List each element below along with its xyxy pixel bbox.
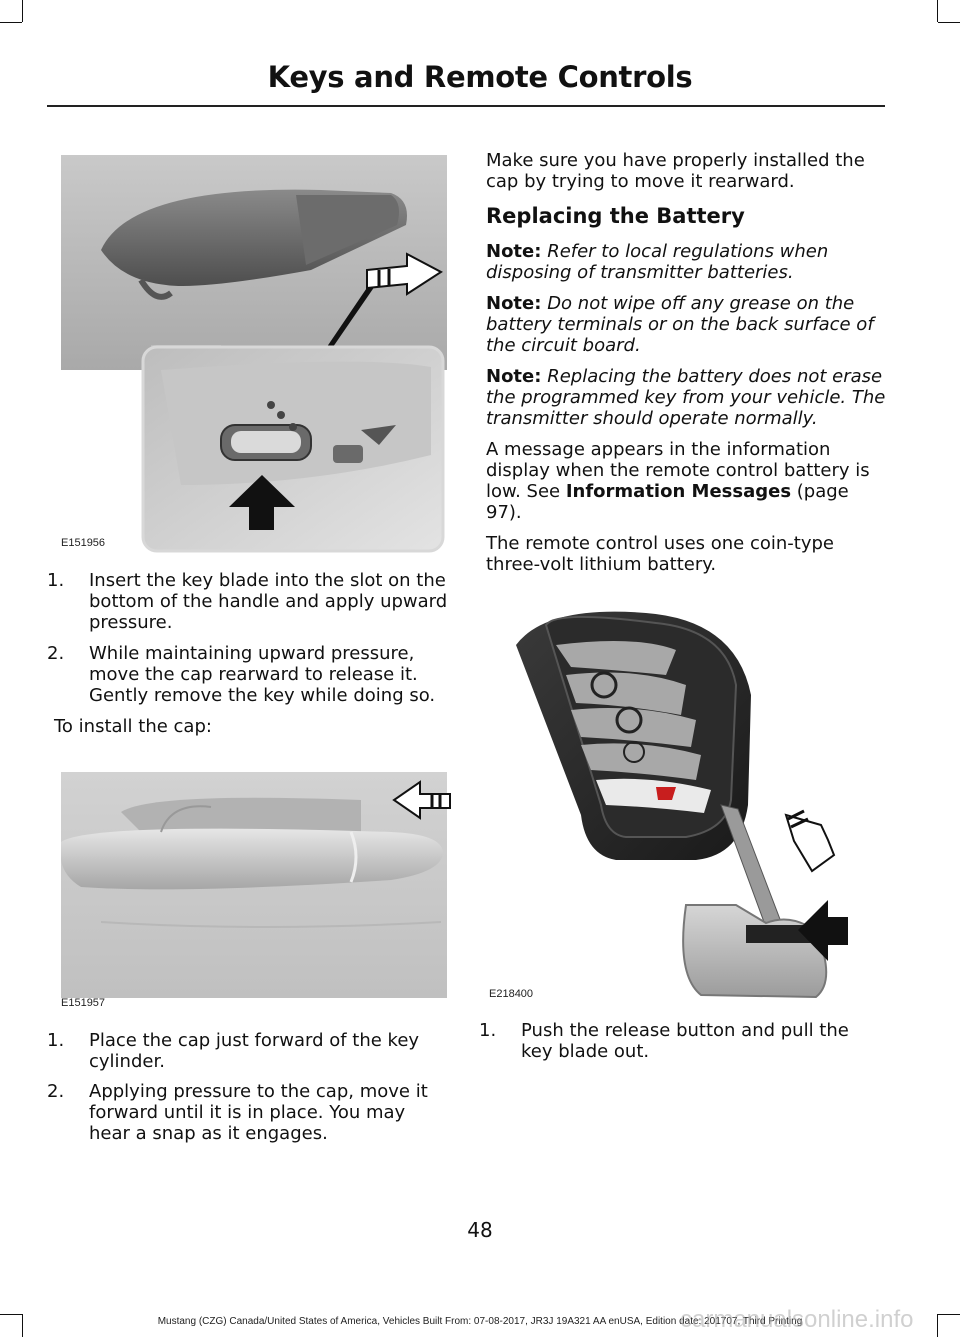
rearward-arrow-illustration xyxy=(365,250,445,300)
page-number: 48 xyxy=(467,1218,493,1242)
install-intro: To install the cap: xyxy=(54,716,212,737)
list-item xyxy=(47,570,450,633)
rearward-arrow-icon xyxy=(365,250,445,300)
note-text: Do not wipe off any grease on the battery terminals or on the back surface of the circuit board. xyxy=(486,293,874,356)
step-number: 1. xyxy=(479,1020,497,1041)
note-paragraph xyxy=(486,366,886,429)
note-text: Replacing the battery does not erase the programmed key from your vehicle. The transmitter should operate normally. xyxy=(486,366,886,429)
page-title: Keys and Remote Controls xyxy=(267,60,693,94)
list-item xyxy=(47,1081,450,1144)
step-number: 2. xyxy=(47,1081,65,1102)
door-handle-illustration xyxy=(61,155,447,555)
figure-code: E151957 xyxy=(61,997,106,1009)
section-heading: Replacing the Battery xyxy=(486,204,745,228)
crop-mark xyxy=(938,22,960,23)
note-label: Note: xyxy=(486,293,542,314)
watermark: carmanualsonline.info xyxy=(680,1306,914,1333)
list-item xyxy=(479,1020,884,1062)
step-number: 1. xyxy=(47,1030,65,1051)
message-text: A message appears in the information display when the remote control battery is low. See xyxy=(486,439,870,502)
note-paragraph xyxy=(486,293,886,356)
note-text: Refer to local regulations when disposing of transmitter batteries. xyxy=(486,241,829,283)
step-number: 2. xyxy=(47,643,65,664)
step-text: Insert the key blade into the slot on the bottom of the handle and apply upward pressure. xyxy=(89,570,448,633)
note-label: Note: xyxy=(486,241,542,262)
crop-mark xyxy=(0,1314,22,1315)
forward-arrow-icon xyxy=(392,780,452,824)
step-number: 1. xyxy=(47,570,65,591)
footer-text: Mustang (CZG) Canada/United States of America, Vehicles Built From: 07-08-2017, JR3J 19A321 AA enUSA, Edition date: 201707, Third Printing xyxy=(157,1316,803,1327)
handle-install-drawing xyxy=(61,772,447,998)
battery-paragraph: The remote control uses one coin-type three-volt lithium battery. xyxy=(486,533,834,575)
step-text: Place the cap just forward of the key cylinder. xyxy=(89,1030,420,1072)
list-item xyxy=(47,643,450,706)
message-paragraph xyxy=(486,439,886,523)
intro-paragraph: Make sure you have properly installed the cap by trying to move it rearward. xyxy=(486,150,865,192)
crop-mark xyxy=(938,1314,960,1315)
list-item xyxy=(47,1030,450,1072)
crop-mark xyxy=(22,0,23,22)
note-paragraph xyxy=(486,241,886,283)
key-fob-drawing xyxy=(486,605,886,1003)
figure-code: E151956 xyxy=(61,537,106,549)
step-text: Applying pressure to the cap, move it forward until it is in place. You may hear a snap as it engages. xyxy=(89,1081,428,1144)
information-messages-link[interactable]: Information Messages xyxy=(565,481,792,502)
message-page-ref: (page 97). xyxy=(486,481,849,523)
door-handle-drawing xyxy=(61,155,447,555)
step-text: Push the release button and pull the key blade out. xyxy=(521,1020,849,1062)
figure-code: E218400 xyxy=(489,988,534,1000)
title-rule xyxy=(47,105,885,107)
handle-install-illustration xyxy=(61,772,447,998)
crop-mark xyxy=(937,0,938,22)
key-fob-illustration xyxy=(486,605,886,1003)
crop-mark xyxy=(0,22,22,23)
right-column xyxy=(486,150,886,575)
step-text: While maintaining upward pressure, move the cap rearward to release it. Gently remove the key while doing so. xyxy=(89,643,436,706)
note-label: Note: xyxy=(486,366,542,387)
forward-arrow-illustration xyxy=(392,780,452,824)
